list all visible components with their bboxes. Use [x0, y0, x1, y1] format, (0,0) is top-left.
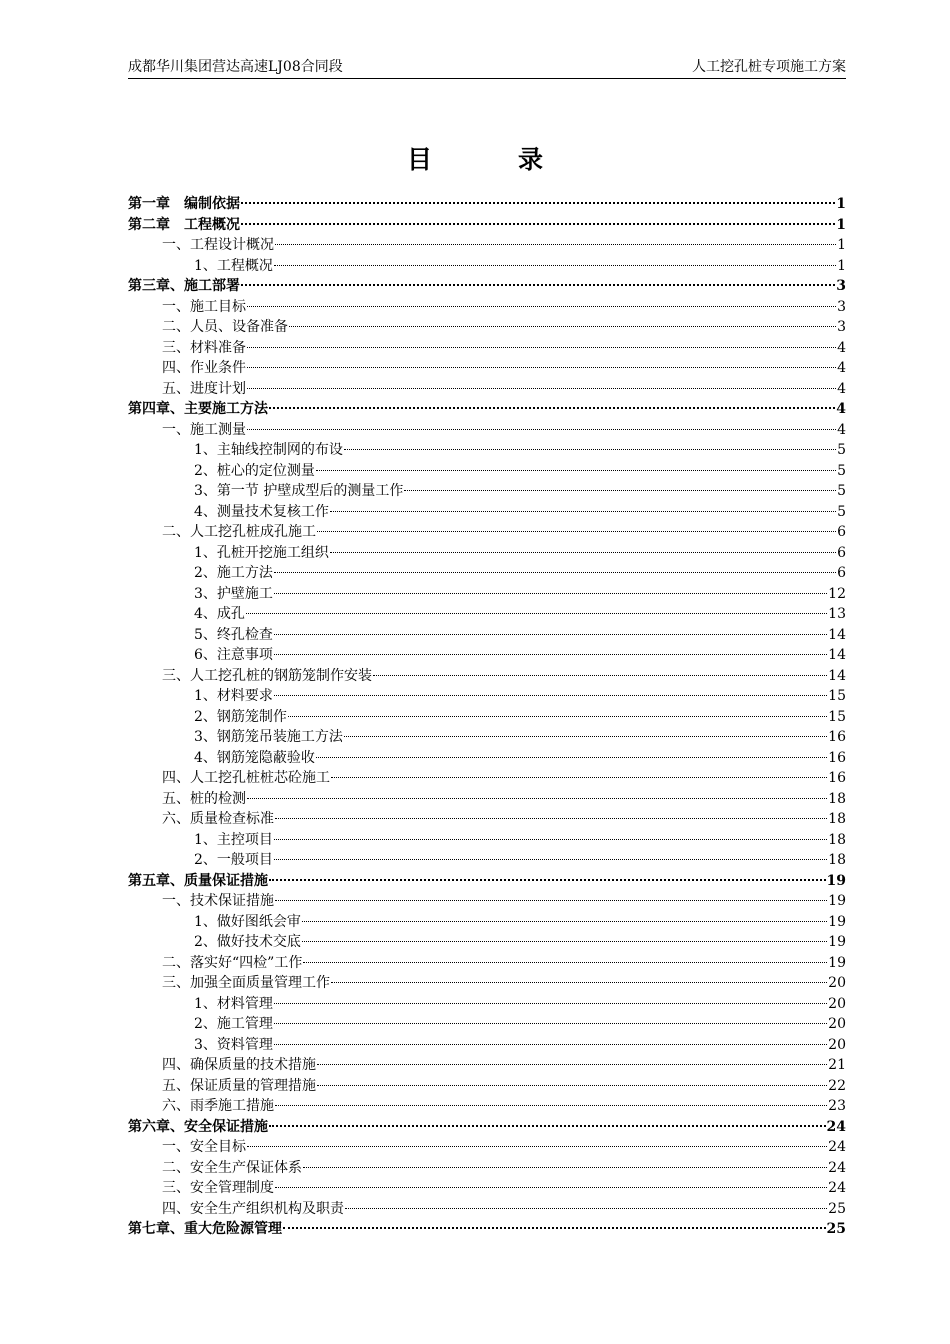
toc-entry[interactable]	[128, 379, 846, 400]
toc-entry[interactable]	[128, 276, 846, 297]
toc-entry-label: 3、资料管理	[194, 1036, 273, 1053]
toc-entry-label: 4、测量技术复核工作	[194, 503, 329, 520]
toc-dot-leader	[289, 326, 836, 327]
toc-dot-leader	[247, 1146, 827, 1147]
toc-entry[interactable]	[128, 707, 846, 728]
toc-dot-leader	[303, 1167, 827, 1168]
toc-dot-leader	[275, 900, 827, 901]
toc-entry-label: 1、主轴线控制网的布设	[194, 442, 343, 458]
toc-entry-label: 一、工程设计概况	[162, 237, 274, 253]
toc-entry-label: 2、做好技术交底	[194, 934, 301, 950]
toc-entry-page-number: 6	[837, 544, 846, 561]
toc-dot-leader	[246, 613, 827, 614]
header-left-text: 成都华川集团营达高速LJ08合同段	[128, 59, 343, 75]
toc-entry-page-number: 20	[828, 995, 846, 1012]
toc-entry-label: 二、人员、设备准备	[162, 319, 288, 335]
toc-entry-label: 五、保证质量的管理措施	[162, 1077, 316, 1094]
toc-entry-page-number: 18	[828, 811, 846, 827]
toc-entry[interactable]	[128, 1117, 846, 1138]
toc-entry-page-number: 3	[836, 278, 846, 294]
toc-entry-label: 一、技术保证措施	[162, 893, 274, 909]
toc-entry-page-number: 14	[828, 626, 846, 643]
toc-entry-label: 五、桩的检测	[162, 790, 246, 807]
toc-entry-page-number: 20	[828, 1016, 846, 1032]
toc-entry[interactable]	[128, 1199, 846, 1220]
toc-entry-page-number: 1	[836, 216, 846, 233]
toc-entry-label: 2、施工方法	[194, 565, 273, 581]
toc-entry-page-number: 4	[836, 401, 846, 417]
toc-entry-label: 5、终孔检查	[194, 626, 273, 643]
toc-entry[interactable]	[128, 1158, 846, 1179]
toc-entry-page-number: 19	[828, 934, 846, 950]
toc-entry-label: 3、护壁施工	[194, 585, 273, 602]
toc-entry[interactable]	[128, 891, 846, 912]
toc-entry[interactable]	[128, 768, 846, 789]
toc-dot-leader	[404, 490, 836, 491]
toc-entry[interactable]	[128, 1137, 846, 1158]
toc-entry[interactable]	[128, 522, 846, 543]
toc-entry-label: 3、钢筋笼吊装施工方法	[194, 729, 343, 745]
toc-entry[interactable]	[128, 440, 846, 461]
toc-entry[interactable]	[128, 994, 846, 1015]
toc-entry-label: 五、进度计划	[162, 380, 246, 397]
toc-entry-label: 1、孔桩开挖施工组织	[194, 544, 329, 561]
toc-entry[interactable]	[128, 727, 846, 748]
toc-entry[interactable]	[128, 1178, 846, 1199]
toc-entry-label: 第一章 编制依据	[128, 196, 240, 212]
toc-dot-leader	[274, 1044, 827, 1045]
toc-title: 目录	[406, 145, 629, 174]
toc-entry-page-number: 19	[828, 913, 846, 930]
toc-entry-label: 1、主控项目	[194, 831, 273, 848]
toc-entry[interactable]	[128, 973, 846, 994]
toc-entry[interactable]	[128, 1096, 846, 1117]
toc-entry[interactable]	[128, 584, 846, 605]
toc-dot-leader	[247, 798, 827, 799]
toc-entry[interactable]	[128, 256, 846, 277]
toc-entry-label: 三、安全管理制度	[162, 1180, 274, 1196]
toc-dot-leader	[274, 695, 827, 696]
toc-entry-page-number: 25	[826, 1221, 846, 1237]
toc-entry-label: 四、安全生产组织机构及职责	[162, 1200, 344, 1217]
toc-entry-label: 1、做好图纸会审	[194, 913, 301, 930]
toc-entry-label: 2、施工管理	[194, 1016, 273, 1032]
toc-entry-page-number: 24	[826, 1118, 846, 1135]
toc-entry[interactable]	[128, 297, 846, 318]
toc-entry-page-number: 3	[837, 319, 846, 335]
toc-entry-page-number: 14	[828, 647, 846, 663]
toc-dot-leader	[269, 1125, 826, 1127]
toc-entry-page-number: 23	[828, 1098, 846, 1114]
toc-dot-leader	[275, 1105, 827, 1106]
toc-entry-page-number: 1	[836, 196, 846, 212]
toc-entry-label: 一、施工目标	[162, 298, 246, 315]
toc-entry[interactable]	[128, 461, 846, 482]
toc-entry[interactable]	[128, 604, 846, 625]
toc-dot-leader	[274, 859, 827, 860]
toc-dot-leader	[247, 306, 836, 307]
toc-dot-leader	[283, 1227, 826, 1229]
toc-dot-leader	[247, 429, 836, 430]
toc-entry-page-number: 16	[828, 729, 846, 745]
toc-entry-page-number: 16	[828, 770, 846, 786]
toc-entry-page-number: 1	[837, 237, 846, 253]
toc-entry-page-number: 4	[837, 380, 846, 397]
toc-entry[interactable]	[128, 235, 846, 256]
toc-entry[interactable]	[128, 215, 846, 236]
toc-entry-page-number: 25	[828, 1200, 846, 1217]
toc-entry[interactable]	[128, 789, 846, 810]
toc-entry[interactable]	[128, 1055, 846, 1076]
toc-entry[interactable]	[128, 317, 846, 338]
toc-dot-leader	[274, 572, 836, 573]
toc-entry[interactable]	[128, 871, 846, 892]
toc-entry-label: 2、钢筋笼制作	[194, 708, 287, 725]
toc-dot-leader	[241, 223, 835, 225]
toc-dot-leader	[274, 839, 827, 840]
toc-entry-page-number: 14	[828, 667, 846, 684]
toc-entry[interactable]	[128, 1014, 846, 1035]
toc-dot-leader	[302, 921, 827, 922]
toc-entry[interactable]	[128, 912, 846, 933]
toc-entry-label: 一、施工测量	[162, 421, 246, 438]
toc-entry[interactable]	[128, 1219, 846, 1240]
toc-dot-leader	[317, 1064, 827, 1065]
toc-entry-page-number: 20	[828, 975, 846, 991]
toc-entry-page-number: 16	[828, 749, 846, 766]
toc-entry-page-number: 6	[837, 565, 846, 581]
toc-entry-page-number: 6	[837, 524, 846, 540]
toc-entry-label: 第七章、重大危险源管理	[128, 1221, 282, 1237]
toc-entry[interactable]	[128, 481, 846, 502]
toc-entry[interactable]	[128, 850, 846, 871]
toc-dot-leader	[241, 202, 835, 204]
toc-entry-page-number: 4	[837, 421, 846, 438]
toc-dot-leader	[317, 531, 836, 532]
toc-entry-label: 1、材料管理	[194, 995, 273, 1012]
toc-entry-page-number: 4	[837, 360, 846, 376]
toc-dot-leader	[274, 265, 836, 266]
toc-entry-page-number: 13	[828, 606, 846, 622]
toc-dot-leader	[345, 1208, 827, 1209]
toc-entry-page-number: 18	[828, 831, 846, 848]
toc-entry-label: 六、雨季施工措施	[162, 1098, 274, 1114]
toc-entry-label: 四、确保质量的技术措施	[162, 1057, 316, 1073]
toc-entry-label: 第四章、主要施工方法	[128, 401, 268, 417]
toc-entry-page-number: 24	[828, 1159, 846, 1176]
toc-entry-label: 四、人工挖孔桩桩芯砼施工	[162, 770, 330, 786]
toc-dot-leader	[317, 1085, 827, 1086]
toc-entry[interactable]	[128, 420, 846, 441]
toc-dot-leader	[275, 1187, 827, 1188]
toc-entry-label: 1、材料要求	[194, 688, 273, 704]
toc-entry-page-number: 20	[828, 1036, 846, 1053]
toc-entry[interactable]	[128, 563, 846, 584]
toc-dot-leader	[269, 407, 835, 409]
toc-entry-page-number: 22	[828, 1077, 846, 1094]
toc-entry-label: 4、成孔	[194, 606, 245, 622]
toc-entry-page-number: 15	[828, 688, 846, 704]
toc-entry-page-number: 4	[837, 339, 846, 356]
toc-entry-page-number: 5	[837, 483, 846, 499]
toc-entry-label: 第五章、质量保证措施	[128, 872, 268, 889]
toc-entry[interactable]	[128, 543, 846, 564]
toc-dot-leader	[331, 982, 827, 983]
toc-dot-leader	[274, 634, 827, 635]
toc-entry-label: 二、安全生产保证体系	[162, 1159, 302, 1176]
toc-entry[interactable]	[128, 358, 846, 379]
toc-entry-page-number: 19	[826, 872, 846, 889]
toc-entry-label: 三、加强全面质量管理工作	[162, 975, 330, 991]
toc-entry[interactable]	[128, 338, 846, 359]
toc-entry-label: 三、材料准备	[162, 339, 246, 356]
toc-entry-page-number: 12	[828, 585, 846, 602]
toc-entry-page-number: 5	[837, 503, 846, 520]
toc-entry-page-number: 1	[837, 257, 846, 274]
toc-entry[interactable]	[128, 194, 846, 215]
toc-entry[interactable]	[128, 932, 846, 953]
toc-dot-leader	[241, 284, 835, 286]
toc-entry-page-number: 19	[828, 893, 846, 909]
toc-dot-leader	[274, 654, 827, 655]
toc-dot-leader	[303, 962, 827, 963]
toc-entry-label: 6、注意事项	[194, 647, 273, 663]
toc-entry[interactable]	[128, 686, 846, 707]
toc-entry[interactable]	[128, 645, 846, 666]
toc-entry-label: 4、钢筋笼隐蔽验收	[194, 749, 315, 766]
toc-entry-label: 2、一般项目	[194, 852, 273, 868]
toc-entry-page-number: 18	[828, 852, 846, 868]
toc-dot-leader	[247, 388, 836, 389]
toc-entry-label: 2、桩心的定位测量	[194, 462, 315, 479]
toc-entry-page-number: 24	[828, 1180, 846, 1196]
toc-entry-page-number: 5	[837, 442, 846, 458]
toc-entry-label: 第六章、安全保证措施	[128, 1118, 268, 1135]
toc-dot-leader	[275, 244, 836, 245]
toc-dot-leader	[331, 777, 827, 778]
toc-entry[interactable]	[128, 666, 846, 687]
toc-dot-leader	[247, 347, 836, 348]
toc-entry-label: 二、人工挖孔桩成孔施工	[162, 524, 316, 540]
toc-dot-leader	[288, 716, 827, 717]
toc-dot-leader	[275, 818, 827, 819]
toc-entry-label: 四、作业条件	[162, 360, 246, 376]
toc-entry-page-number: 3	[837, 298, 846, 315]
toc-entry[interactable]	[128, 809, 846, 830]
toc-entry-label: 第二章 工程概况	[128, 216, 240, 233]
toc-entry[interactable]	[128, 748, 846, 769]
toc-dot-leader	[302, 941, 827, 942]
toc-entry[interactable]	[128, 625, 846, 646]
toc-dot-leader	[274, 593, 827, 594]
toc-entry-label: 1、工程概况	[194, 257, 273, 274]
toc-entry-label: 第三章、施工部署	[128, 278, 240, 294]
toc-entry[interactable]	[128, 399, 846, 420]
toc-entry-label: 一、安全目标	[162, 1139, 246, 1155]
toc-entry-page-number: 5	[837, 462, 846, 479]
toc-entry[interactable]	[128, 1076, 846, 1097]
toc-dot-leader	[330, 511, 836, 512]
toc-entry[interactable]	[128, 502, 846, 523]
page-header	[128, 58, 846, 79]
toc-dot-leader	[344, 449, 836, 450]
toc-dot-leader	[274, 1003, 827, 1004]
toc-entry-label: 二、落实好“四检”工作	[162, 954, 303, 971]
toc-dot-leader	[316, 757, 827, 758]
toc-entry-page-number: 15	[828, 708, 846, 725]
toc-entry-page-number: 24	[828, 1139, 846, 1155]
table-of-contents	[128, 194, 846, 1240]
toc-dot-leader	[344, 736, 827, 737]
toc-dot-leader	[274, 1023, 827, 1024]
toc-dot-leader	[373, 675, 827, 676]
toc-entry[interactable]	[128, 953, 846, 974]
toc-entry-label: 3、第一节 护壁成型后的测量工作	[194, 483, 404, 499]
toc-dot-leader	[330, 552, 836, 553]
toc-entry-label: 三、人工挖孔桩的钢筋笼制作安装	[162, 667, 372, 684]
toc-entry-page-number: 21	[828, 1057, 846, 1073]
header-right-text: 人工挖孔桩专项施工方案	[692, 59, 846, 75]
toc-dot-leader	[316, 470, 836, 471]
toc-entry-page-number: 18	[828, 790, 846, 807]
toc-entry[interactable]	[128, 830, 846, 851]
toc-entry[interactable]	[128, 1035, 846, 1056]
toc-dot-leader	[247, 367, 836, 368]
toc-dot-leader	[269, 879, 826, 881]
toc-entry-page-number: 19	[828, 954, 846, 971]
toc-entry-label: 六、质量检查标准	[162, 811, 274, 827]
